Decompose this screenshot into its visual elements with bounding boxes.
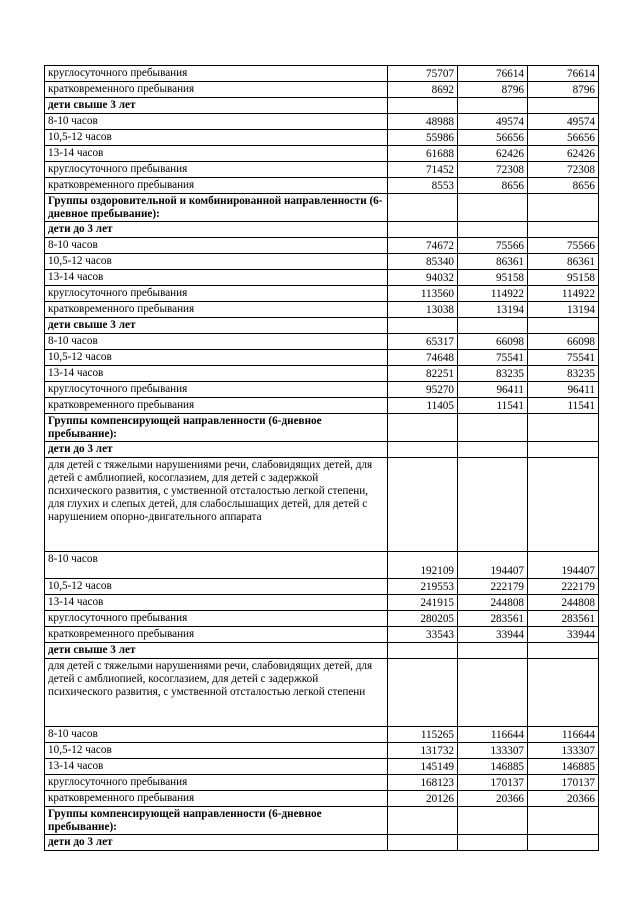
row-label: 13-14 часов [45, 270, 388, 286]
table-row [45, 727, 599, 743]
value-cell-1: 145149 [388, 759, 458, 775]
value-cell-2: 86361 [458, 254, 528, 270]
value-cell-2 [458, 414, 528, 442]
value-cell-3 [528, 643, 599, 659]
row-label: кратковременного пребывания [45, 627, 388, 643]
value-cell-3: 244808 [528, 595, 599, 611]
value-cell-1 [388, 659, 458, 727]
value-cell-2: 75541 [458, 350, 528, 366]
value-cell-3: 133307 [528, 743, 599, 759]
value-cell-1 [388, 807, 458, 835]
value-cell-2: 33944 [458, 627, 528, 643]
row-label: 10,5-12 часов [45, 254, 388, 270]
row-label: 8-10 часов [45, 552, 388, 579]
value-cell-3 [528, 442, 599, 458]
value-cell-3: 96411 [528, 382, 599, 398]
value-cell-3: 170137 [528, 775, 599, 791]
value-cell-1: 74648 [388, 350, 458, 366]
value-cell-1: 11405 [388, 398, 458, 414]
row-label: 13-14 часов [45, 759, 388, 775]
value-cell-2: 83235 [458, 366, 528, 382]
value-cell-2 [458, 835, 528, 851]
value-cell-2: 8656 [458, 178, 528, 194]
table-row [45, 222, 599, 238]
row-label: дети до 3 лет [45, 222, 388, 238]
row-label: 13-14 часов [45, 146, 388, 162]
value-cell-2: 11541 [458, 398, 528, 414]
table-row [45, 366, 599, 382]
row-label: 8-10 часов [45, 334, 388, 350]
row-label: кратковременного пребывания [45, 302, 388, 318]
row-label: 8-10 часов [45, 114, 388, 130]
table-row [45, 414, 599, 442]
value-cell-3: 8656 [528, 178, 599, 194]
value-cell-2 [458, 458, 528, 552]
row-label: кратковременного пребывания [45, 791, 388, 807]
value-cell-3: 194407 [528, 552, 599, 579]
value-cell-3 [528, 659, 599, 727]
table-row [45, 759, 599, 775]
row-label: дети свыше 3 лет [45, 318, 388, 334]
value-cell-2: 133307 [458, 743, 528, 759]
value-cell-2: 20366 [458, 791, 528, 807]
value-cell-1: 74672 [388, 238, 458, 254]
value-cell-1: 113560 [388, 286, 458, 302]
table-row [45, 270, 599, 286]
value-cell-1: 55986 [388, 130, 458, 146]
value-cell-1: 71452 [388, 162, 458, 178]
value-cell-2 [458, 643, 528, 659]
value-cell-3: 114922 [528, 286, 599, 302]
value-cell-1 [388, 222, 458, 238]
value-cell-2: 66098 [458, 334, 528, 350]
value-cell-1 [388, 643, 458, 659]
table-row [45, 442, 599, 458]
tariff-table-body [45, 66, 599, 851]
row-label: 10,5-12 часов [45, 743, 388, 759]
value-cell-2: 56656 [458, 130, 528, 146]
table-row [45, 114, 599, 130]
table-row [45, 382, 599, 398]
value-cell-1: 168123 [388, 775, 458, 791]
value-cell-3: 75541 [528, 350, 599, 366]
value-cell-2 [458, 318, 528, 334]
row-label: круглосуточного пребывания [45, 66, 388, 82]
table-row [45, 595, 599, 611]
table-row [45, 98, 599, 114]
table-row [45, 350, 599, 366]
table-row [45, 146, 599, 162]
value-cell-3: 146885 [528, 759, 599, 775]
value-cell-1: 20126 [388, 791, 458, 807]
table-row [45, 552, 599, 579]
table-row [45, 302, 599, 318]
value-cell-3 [528, 222, 599, 238]
value-cell-1: 94032 [388, 270, 458, 286]
value-cell-2: 116644 [458, 727, 528, 743]
value-cell-1: 8692 [388, 82, 458, 98]
table-row [45, 807, 599, 835]
value-cell-2: 72308 [458, 162, 528, 178]
value-cell-3: 13194 [528, 302, 599, 318]
value-cell-3: 116644 [528, 727, 599, 743]
row-label: дети до 3 лет [45, 835, 388, 851]
value-cell-1: 131732 [388, 743, 458, 759]
value-cell-3: 76614 [528, 66, 599, 82]
value-cell-3: 56656 [528, 130, 599, 146]
row-label: для детей с тяжелыми нарушениями речи, слабовидящих детей, для детей с амблиопией, косоглазием, для детей с задержкой психического развития, с умственной отсталостью легкой степени, для глухих и слепых детей, для слабослышащих детей, для детей с нарушением опорно-двигательного аппарата [45, 458, 388, 552]
table-row [45, 318, 599, 334]
value-cell-3: 20366 [528, 791, 599, 807]
value-cell-3: 86361 [528, 254, 599, 270]
value-cell-3 [528, 318, 599, 334]
row-label: 8-10 часов [45, 727, 388, 743]
value-cell-1: 95270 [388, 382, 458, 398]
value-cell-3: 72308 [528, 162, 599, 178]
table-row [45, 579, 599, 595]
value-cell-3: 283561 [528, 611, 599, 627]
row-label: Группы оздоровительной и комбинированной направленности (6-дневное пребывание): [45, 194, 388, 222]
table-row [45, 791, 599, 807]
value-cell-1: 61688 [388, 146, 458, 162]
value-cell-3: 62426 [528, 146, 599, 162]
row-label: круглосуточного пребывания [45, 775, 388, 791]
table-row [45, 743, 599, 759]
row-label: круглосуточного пребывания [45, 162, 388, 178]
value-cell-3: 83235 [528, 366, 599, 382]
value-cell-2: 62426 [458, 146, 528, 162]
table-row [45, 130, 599, 146]
value-cell-3: 222179 [528, 579, 599, 595]
value-cell-1: 280205 [388, 611, 458, 627]
table-row [45, 194, 599, 222]
value-cell-1: 65317 [388, 334, 458, 350]
table-row [45, 458, 599, 552]
value-cell-2: 146885 [458, 759, 528, 775]
row-label: для детей с тяжелыми нарушениями речи, слабовидящих детей, для детей с амблиопией, косоглазием, для детей с задержкой психического развития, с умственной отсталостью легкой степени [45, 659, 388, 727]
row-label: дети свыше 3 лет [45, 643, 388, 659]
value-cell-2: 76614 [458, 66, 528, 82]
value-cell-1: 33543 [388, 627, 458, 643]
value-cell-3 [528, 194, 599, 222]
row-label: круглосуточного пребывания [45, 286, 388, 302]
table-row [45, 162, 599, 178]
value-cell-3 [528, 835, 599, 851]
value-cell-3: 33944 [528, 627, 599, 643]
value-cell-2 [458, 659, 528, 727]
value-cell-3: 8796 [528, 82, 599, 98]
value-cell-1: 85340 [388, 254, 458, 270]
row-label: 13-14 часов [45, 595, 388, 611]
value-cell-2: 170137 [458, 775, 528, 791]
value-cell-2: 95158 [458, 270, 528, 286]
value-cell-3: 75566 [528, 238, 599, 254]
value-cell-2: 75566 [458, 238, 528, 254]
table-row [45, 775, 599, 791]
value-cell-1: 115265 [388, 727, 458, 743]
value-cell-3 [528, 98, 599, 114]
row-label: круглосуточного пребывания [45, 382, 388, 398]
value-cell-2: 244808 [458, 595, 528, 611]
tariff-table [44, 65, 599, 851]
table-row [45, 286, 599, 302]
value-cell-1 [388, 98, 458, 114]
value-cell-2: 114922 [458, 286, 528, 302]
table-row [45, 398, 599, 414]
row-label: 10,5-12 часов [45, 350, 388, 366]
row-label: кратковременного пребывания [45, 398, 388, 414]
value-cell-2 [458, 442, 528, 458]
document-page [44, 65, 599, 851]
row-label: 8-10 часов [45, 238, 388, 254]
table-row [45, 334, 599, 350]
table-row [45, 238, 599, 254]
row-label: Группы компенсирующей направленности (6-дневное пребывание): [45, 414, 388, 442]
row-label: кратковременного пребывания [45, 82, 388, 98]
table-row [45, 659, 599, 727]
table-row [45, 178, 599, 194]
row-label: 10,5-12 часов [45, 579, 388, 595]
value-cell-2: 49574 [458, 114, 528, 130]
value-cell-1: 219553 [388, 579, 458, 595]
value-cell-3: 66098 [528, 334, 599, 350]
value-cell-1 [388, 458, 458, 552]
value-cell-3: 49574 [528, 114, 599, 130]
value-cell-1 [388, 414, 458, 442]
table-row [45, 82, 599, 98]
row-label: дети свыше 3 лет [45, 98, 388, 114]
row-label: 13-14 часов [45, 366, 388, 382]
value-cell-2 [458, 222, 528, 238]
table-row [45, 835, 599, 851]
value-cell-1 [388, 318, 458, 334]
value-cell-1 [388, 835, 458, 851]
value-cell-1: 48988 [388, 114, 458, 130]
value-cell-2 [458, 194, 528, 222]
row-label: дети до 3 лет [45, 442, 388, 458]
value-cell-1: 192109 [388, 552, 458, 579]
value-cell-2: 13194 [458, 302, 528, 318]
value-cell-3 [528, 807, 599, 835]
value-cell-1: 241915 [388, 595, 458, 611]
table-row [45, 254, 599, 270]
table-row [45, 627, 599, 643]
value-cell-3 [528, 414, 599, 442]
table-row [45, 643, 599, 659]
value-cell-2 [458, 807, 528, 835]
value-cell-2: 222179 [458, 579, 528, 595]
value-cell-2: 96411 [458, 382, 528, 398]
row-label: кратковременного пребывания [45, 178, 388, 194]
row-label: круглосуточного пребывания [45, 611, 388, 627]
value-cell-2: 194407 [458, 552, 528, 579]
row-label: 10,5-12 часов [45, 130, 388, 146]
value-cell-1 [388, 442, 458, 458]
value-cell-2: 283561 [458, 611, 528, 627]
value-cell-3 [528, 458, 599, 552]
value-cell-3: 95158 [528, 270, 599, 286]
value-cell-2 [458, 98, 528, 114]
value-cell-2: 8796 [458, 82, 528, 98]
value-cell-1: 13038 [388, 302, 458, 318]
value-cell-3: 11541 [528, 398, 599, 414]
value-cell-1: 75707 [388, 66, 458, 82]
table-row [45, 611, 599, 627]
value-cell-1: 82251 [388, 366, 458, 382]
value-cell-1 [388, 194, 458, 222]
table-row [45, 66, 599, 82]
row-label: Группы компенсирующей направленности (6-дневное пребывание): [45, 807, 388, 835]
value-cell-1: 8553 [388, 178, 458, 194]
